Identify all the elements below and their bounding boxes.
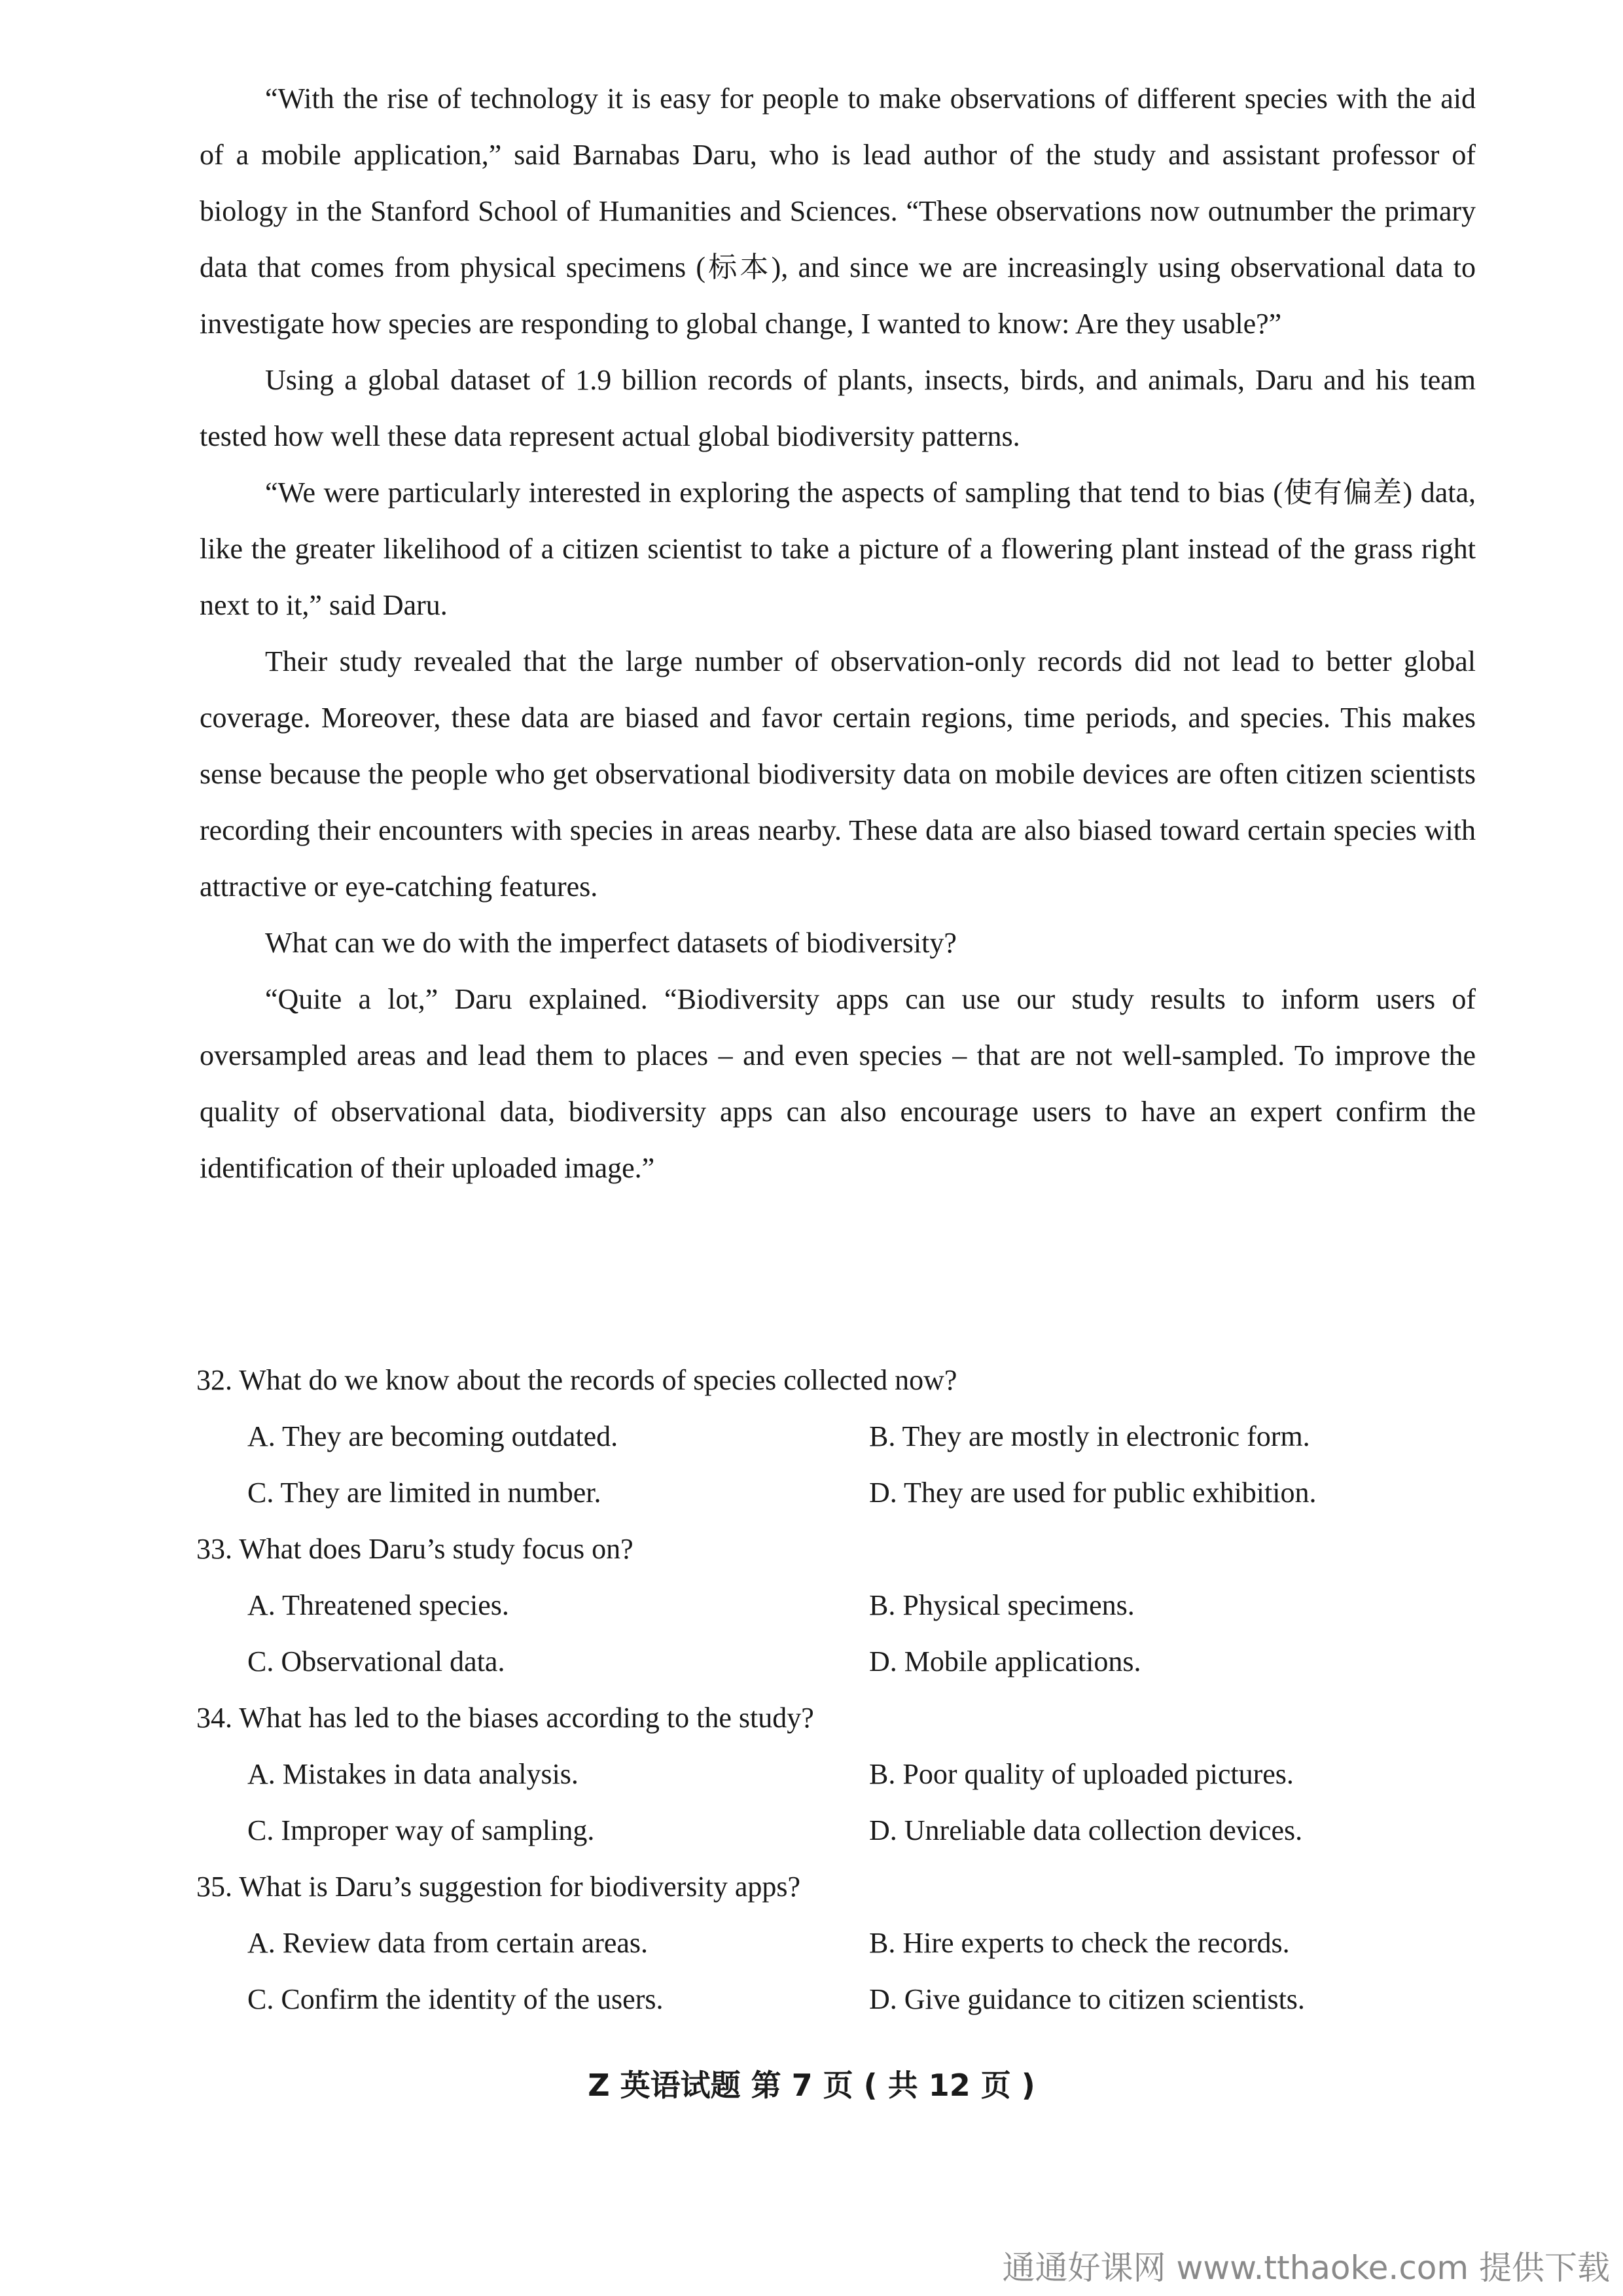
option-c: C. They are limited in number. xyxy=(247,1477,601,1509)
option-c: C. Improper way of sampling. xyxy=(247,1814,595,1846)
question-33 xyxy=(196,1521,1479,1690)
question-34 xyxy=(196,1690,1479,1859)
option-row xyxy=(196,1971,1479,2028)
option-d: D. Mobile applications. xyxy=(869,1645,1141,1677)
question-stem: 35. What is Daru’s suggestion for biodiversity apps? xyxy=(196,1871,801,1903)
option-b: B. Hire experts to check the records. xyxy=(869,1927,1290,1959)
question-32 xyxy=(196,1352,1479,1521)
option-a: A. Threatened species. xyxy=(247,1589,509,1621)
option-row xyxy=(196,1803,1479,1859)
question-stem: 34. What has led to the biases according to the study? xyxy=(196,1702,814,1734)
site-watermark: 通通好课网 www.tthaoke.com 提供下载 xyxy=(1002,2249,1610,2287)
question-stem: 32. What do we know about the records of species collected now? xyxy=(196,1364,957,1396)
option-row xyxy=(196,1465,1479,1521)
option-b: B. Physical specimens. xyxy=(869,1589,1135,1621)
option-row xyxy=(196,1634,1479,1690)
option-a: A. They are becoming outdated. xyxy=(247,1420,618,1452)
option-row xyxy=(196,1408,1479,1465)
passage-paragraph: Their study revealed that the large number of observation-only records did not lead to better global coverage. Moreover, these data are biased and favor certain regions, time periods, and species. This makes sense because the people who get observational biodiversity data on mobile devices are often citizen scientists recording their encounters with species in areas nearby. These data are also biased toward certain species with attractive or eye-catching features. xyxy=(200,645,1476,903)
passage-paragraph: Using a global dataset of 1.9 billion records of plants, insects, birds, and animals, Daru and his team tested how well these data represent actual global biodiversity patterns. xyxy=(200,364,1476,452)
question-35 xyxy=(196,1859,1479,2028)
option-d: D. Unreliable data collection devices. xyxy=(869,1814,1303,1846)
passage-paragraph: “With the rise of technology it is easy for people to make observations of different species with the aid of a mobile application,” said Barnabas Daru, who is lead author of the study and assistant professor of biology in the Stanford School of Humanities and Sciences. “These observations now outnumber the primary data that comes from physical specimens (标本), and since we are increasingly using observational data to investigate how species are responding to global change, I wanted to know: Are they usable?” xyxy=(200,82,1476,340)
question-list xyxy=(196,1352,1479,2028)
option-c: C. Confirm the identity of the users. xyxy=(247,1983,664,2015)
option-d: D. Give guidance to citizen scientists. xyxy=(869,1983,1305,2015)
option-row xyxy=(196,1915,1479,1971)
passage-paragraph: “We were particularly interested in exploring the aspects of sampling that tend to bias (使有偏差) data, like the greater likelihood of a citizen scientist to take a picture of a flowering plant instead of the grass right next to it,” said Daru. xyxy=(200,476,1476,621)
reading-passage xyxy=(200,71,1476,1196)
question-stem: 33. What does Daru’s study focus on? xyxy=(196,1533,633,1565)
option-b: B. Poor quality of uploaded pictures. xyxy=(869,1758,1294,1790)
option-c: C. Observational data. xyxy=(247,1645,505,1677)
option-b: B. They are mostly in electronic form. xyxy=(869,1420,1310,1452)
option-row xyxy=(196,1746,1479,1803)
option-row xyxy=(196,1577,1479,1634)
passage-paragraph: What can we do with the imperfect datasets of biodiversity? xyxy=(265,927,957,959)
option-a: A. Review data from certain areas. xyxy=(247,1927,649,1959)
option-a: A. Mistakes in data analysis. xyxy=(247,1758,579,1790)
option-d: D. They are used for public exhibition. xyxy=(869,1477,1317,1509)
page-footer: Z 英语试题 第 7 页 ( 共 12 页 ) xyxy=(588,2068,1035,2103)
passage-paragraph: “Quite a lot,” Daru explained. “Biodiversity apps can use our study results to inform users of oversampled areas and lead them to places – and even species – that are not well-sampled. To improve the quality of observational data, biodiversity apps can also encourage users to have an expert confirm the identification of their uploaded image.” xyxy=(200,983,1476,1184)
